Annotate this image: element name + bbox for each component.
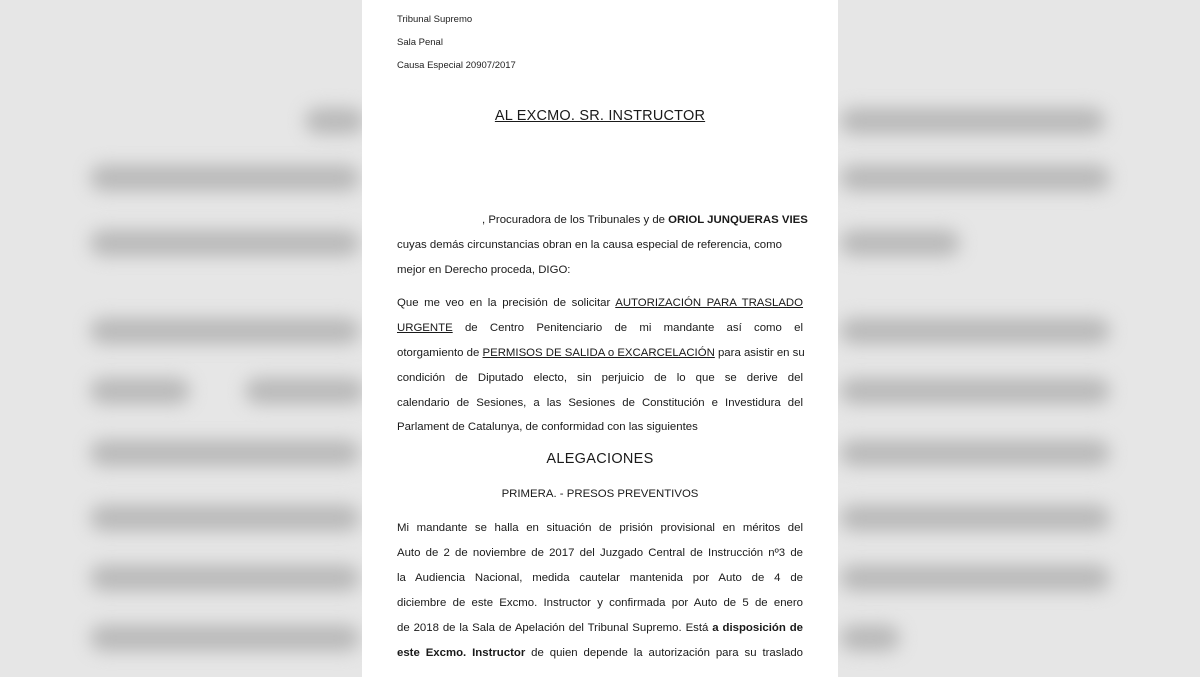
- client-name: ORIOL JUNQUERAS VIES: [668, 214, 808, 226]
- body-text: de quien depende la autorización para su traslado: [525, 647, 803, 659]
- request-line-3: [397, 345, 803, 361]
- body-line-1: Mi mandante se halla en situación de prisión provisional en méritos del: [397, 522, 803, 534]
- transfer-authorization-text: AUTORIZACIÓN PARA TRASLADO: [615, 297, 804, 309]
- intro-text: , Procuradora de los Tribunales y de: [482, 214, 669, 226]
- request-text: para asistir en su: [714, 347, 805, 359]
- first-allegation-heading: PRIMERA. - PRESOS PREVENTIVOS: [501, 488, 699, 500]
- chamber-name: Sala Penal: [397, 37, 443, 48]
- release-permits-text: PERMISOS DE SALIDA o EXCARCELACIÓN: [482, 347, 715, 359]
- instructor-text: este Excmo. Instructor: [397, 647, 526, 659]
- body-text: de 2018 de la Sala de Apelación del Tribunal Supremo. Está: [397, 622, 713, 634]
- intro-line-1: [482, 212, 808, 228]
- request-line-4: condición de Diputado electo, sin perjuicio de lo que se derive del: [397, 372, 803, 384]
- case-number: Causa Especial 20907/2017: [397, 60, 516, 71]
- body-line-6: [397, 645, 803, 661]
- intro-line-3: mejor en Derecho proceda, DIGO:: [397, 264, 571, 276]
- document-page: [362, 0, 838, 677]
- request-line-6: Parlament de Catalunya, de conformidad con las siguientes: [397, 421, 698, 433]
- request-line-2: [397, 320, 803, 336]
- body-line-5: [397, 620, 803, 636]
- request-text: Que me veo en la precisión de solicitar: [397, 297, 616, 309]
- intro-line-2: cuyas demás circunstancias obran en la causa especial de referencia, como: [397, 239, 782, 251]
- court-name: Tribunal Supremo: [397, 14, 473, 25]
- request-line-1: [397, 295, 803, 311]
- urgent-text: URGENTE: [397, 322, 453, 334]
- allegations-heading: ALEGACIONES: [546, 451, 654, 467]
- body-line-4: diciembre de este Excmo. Instructor y confirmada por Auto de 5 de enero: [397, 597, 803, 609]
- disposition-text: a disposición de: [712, 622, 804, 634]
- request-text: de Centro Penitenciario de mi mandante así como el: [452, 322, 803, 334]
- request-line-5: calendario de Sesiones, a las Sesiones de Constitución e Investidura del: [397, 397, 803, 409]
- document-title: AL EXCMO. SR. INSTRUCTOR: [494, 108, 706, 124]
- request-text: otorgamiento de: [397, 347, 483, 359]
- body-line-2: Auto de 2 de noviembre de 2017 del Juzgado Central de Instrucción nº3 de: [397, 547, 803, 559]
- body-line-3: la Audiencia Nacional, medida cautelar mantenida por Auto de 4 de: [397, 572, 803, 584]
